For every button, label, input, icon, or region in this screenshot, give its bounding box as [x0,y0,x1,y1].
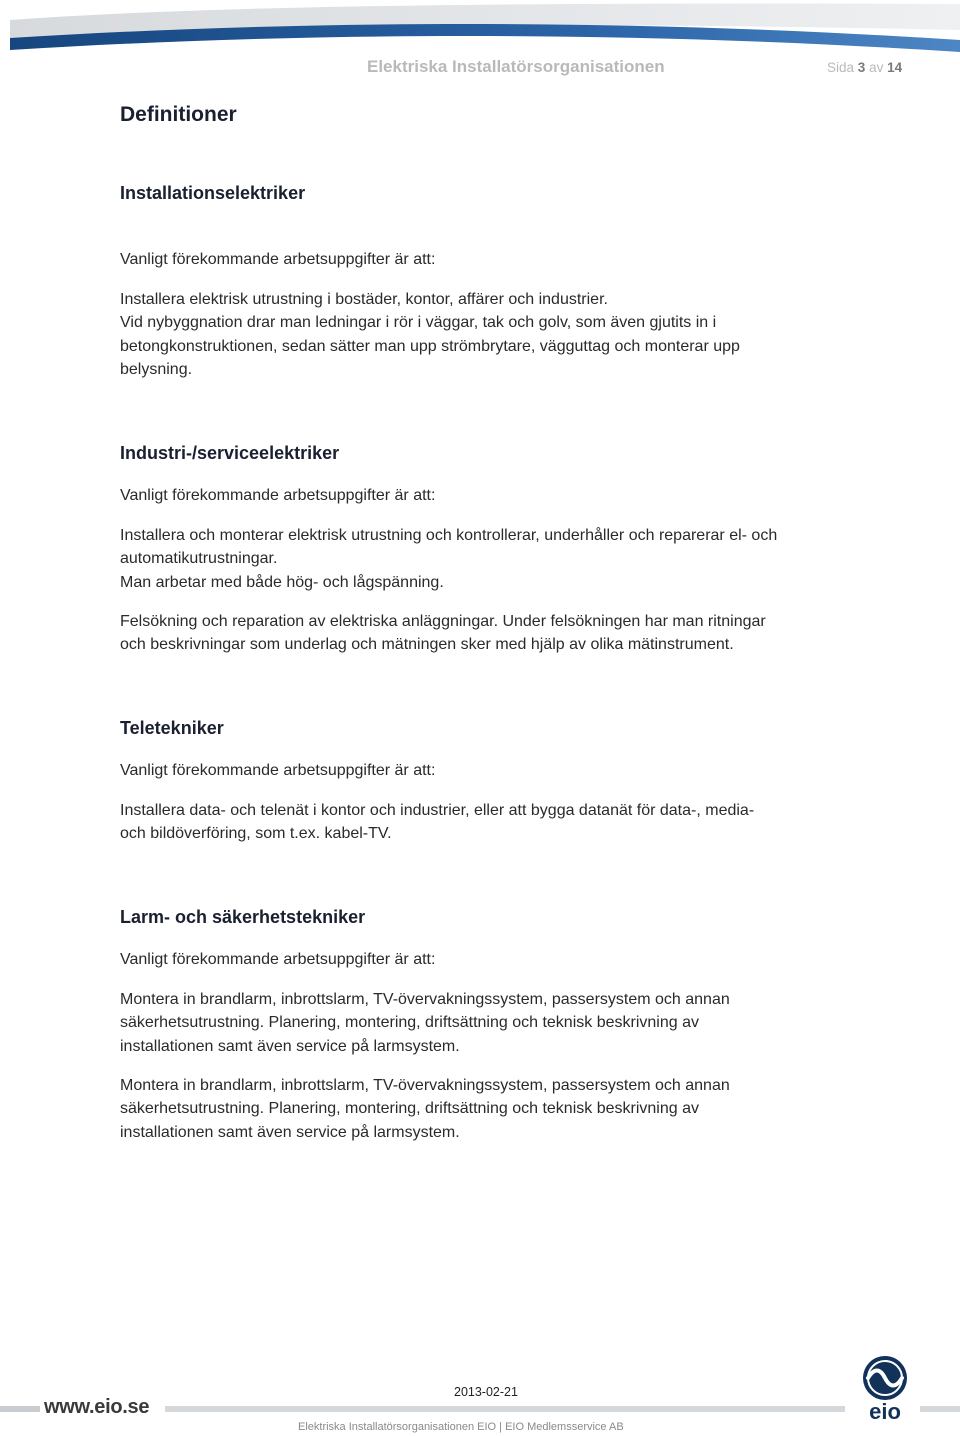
page-indicator [827,60,902,75]
text-line: och bildöverföring, som t.ex. kabel-TV. [120,825,392,843]
section-paragraph [120,988,855,1058]
text-line: säkerhetsutrustning. Planering, montering, driftsättning och teknisk beskrivning av [120,1014,699,1032]
text-line: installationen samt även service på larmsystem. [120,1123,460,1141]
text-line: Montera in brandlarm, inbrottslarm, TV-övervakningssystem, passersystem och annan [120,991,730,1008]
text-line: Installera elektrisk utrustning i bostäder, kontor, affärer och industrier. [120,291,608,308]
text-line: och beskrivningar som underlag och mätningen sker med hjälp av olika mätinstrument. [120,636,734,654]
text-line: Vanligt förekommande arbetsuppgifter är att: [120,762,436,779]
text-line: Felsökning och reparation av elektriska anläggningar. Under felsökningen har man ritningar [120,613,766,630]
section-heading: Larm- och säkerhetstekniker [120,907,366,927]
logo-text: eio [869,1399,901,1424]
footer-company: Elektriska Installatörsorganisationen EIO | EIO Medlemsservice AB [298,1421,624,1433]
text-line: Man arbetar med både hög- och lågspänning. [120,573,444,591]
page-total: 14 [887,60,903,75]
text-line: automatikutrustningar. [120,550,278,568]
section-paragraph [120,288,855,381]
text-line: betongkonstruktionen, sedan sätter man upp strömbrytare, vägguttag och monterar upp [120,337,740,355]
section-paragraph [120,610,855,657]
page-separator: av [869,60,884,75]
section-paragraph [120,1074,855,1144]
text-line: Montera in brandlarm, inbrottslarm, TV-övervakningssystem, passersystem och annan [120,1077,730,1094]
page-prefix: Sida [827,60,855,75]
eio-logo-icon [856,1354,914,1402]
section-intro [120,248,855,271]
header-organization: Elektriska Installatörsorganisationen [367,57,665,76]
text-line: installationen samt även service på larmsystem. [120,1037,460,1055]
text-line: Vanligt förekommande arbetsuppgifter är att: [120,487,436,504]
text-line: Installera data- och telenät i kontor och industrier, eller att bygga datanät för data-, media- [120,802,755,819]
eio-logo [856,1354,914,1426]
section-intro [120,484,855,507]
footer-date: 2013-02-21 [454,1385,518,1399]
section-intro [120,948,855,971]
section-intro [120,759,855,782]
section-heading: Industri-/serviceelektriker [120,443,340,463]
text-line: Vanligt förekommande arbetsuppgifter är att: [120,251,436,268]
section-heading: Installationselektriker [120,183,306,203]
text-line: belysning. [120,360,193,378]
text-line: Installera och monterar elektrisk utrustning och kontrollerar, underhåller och reparerar el- och [120,527,778,544]
section-heading: Teletekniker [120,718,224,738]
page-current: 3 [857,60,866,75]
page-title: Definitioner [120,103,237,126]
text-line: säkerhetsutrustning. Planering, montering, driftsättning och teknisk beskrivning av [120,1100,699,1118]
footer-website-link[interactable]: www.eio.se [44,1396,150,1418]
section-paragraph [120,799,855,846]
text-line: Vanligt förekommande arbetsuppgifter är att: [120,951,436,968]
text-line: Vid nybyggnation drar man ledningar i rör i väggar, tak och golv, som även gjutits in i [120,314,717,332]
section-paragraph [120,524,855,594]
